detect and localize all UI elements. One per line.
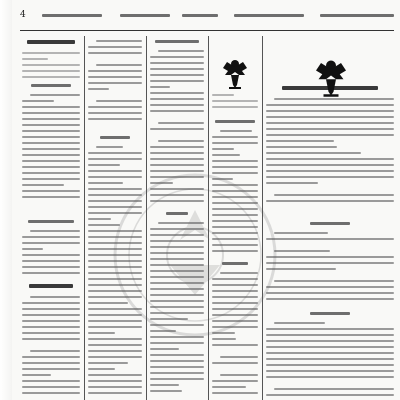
illegible-text-line xyxy=(88,350,142,352)
illegible-text-line xyxy=(88,368,115,370)
illegible-text-line xyxy=(22,118,80,120)
illegible-text-line xyxy=(22,374,51,376)
illegible-text-line xyxy=(150,342,204,344)
illegible-text-line xyxy=(22,272,80,274)
illegible-text-line xyxy=(22,136,80,138)
illegible-text-line xyxy=(22,52,80,54)
illegible-text-line xyxy=(22,124,80,126)
illegible-text-line xyxy=(150,348,179,350)
illegible-text-line xyxy=(22,260,80,262)
illegible-text-line xyxy=(150,146,204,148)
illegible-text-line xyxy=(22,112,80,114)
column-divider xyxy=(84,36,85,400)
illegible-text-line xyxy=(234,14,304,17)
illegible-text-line xyxy=(22,148,80,150)
illegible-text-line xyxy=(96,146,123,148)
illegible-text-line xyxy=(266,262,394,264)
illegible-text-line xyxy=(22,362,80,364)
illegible-text-line xyxy=(150,74,204,76)
illegible-text-line xyxy=(22,100,54,102)
illegible-text-line xyxy=(274,322,325,324)
column-1 xyxy=(22,36,80,400)
watermark-seal-icon xyxy=(110,170,280,340)
illegible-text-line xyxy=(158,122,204,124)
illegible-text-line xyxy=(274,194,394,196)
illegible-text-line xyxy=(150,56,204,58)
illegible-text-line xyxy=(150,80,204,82)
illegible-text-line xyxy=(150,62,204,64)
illegible-text-line xyxy=(266,328,394,330)
illegible-text-line xyxy=(266,116,394,118)
illegible-text-line xyxy=(88,164,120,166)
illegible-text-line xyxy=(150,68,204,70)
illegible-text-line xyxy=(158,50,204,52)
illegible-text-line xyxy=(88,392,142,394)
illegible-text-line xyxy=(31,84,71,87)
illegible-text-line xyxy=(212,154,240,156)
illegible-text-line xyxy=(266,128,394,130)
illegible-text-line xyxy=(150,378,204,380)
illegible-text-line xyxy=(22,248,43,250)
illegible-text-line xyxy=(22,196,80,198)
illegible-text-line xyxy=(266,104,394,106)
illegible-text-line xyxy=(220,130,252,132)
illegible-text-line xyxy=(274,280,394,282)
illegible-text-line xyxy=(150,390,182,392)
illegible-text-line xyxy=(88,356,142,358)
illegible-text-line xyxy=(22,130,80,132)
illegible-text-line xyxy=(88,70,142,72)
illegible-text-line xyxy=(22,64,80,66)
page-edge xyxy=(0,0,12,400)
header-rule xyxy=(20,30,394,31)
illegible-text-line xyxy=(22,106,80,108)
illegible-text-line xyxy=(22,308,80,310)
illegible-text-line xyxy=(22,190,80,192)
illegible-text-line xyxy=(274,98,394,100)
illegible-text-line xyxy=(266,256,394,258)
illegible-text-line xyxy=(274,232,328,234)
illegible-text-line xyxy=(22,338,80,340)
illegible-text-line xyxy=(212,380,258,382)
illegible-text-line xyxy=(266,110,394,112)
illegible-text-line xyxy=(22,332,80,334)
illegible-text-line xyxy=(212,392,258,394)
illegible-text-line xyxy=(150,158,204,160)
illegible-text-line xyxy=(266,164,394,166)
illegible-text-line xyxy=(100,136,130,139)
illegible-text-line xyxy=(88,380,142,382)
illegible-text-line xyxy=(266,352,394,354)
illegible-text-line xyxy=(22,392,80,394)
illegible-text-line xyxy=(22,380,80,382)
illegible-text-line xyxy=(150,372,204,374)
illegible-text-line xyxy=(120,14,170,17)
illegible-text-line xyxy=(22,178,80,180)
illegible-text-line xyxy=(212,142,258,144)
illegible-text-line xyxy=(266,298,394,300)
illegible-text-line xyxy=(22,386,80,388)
illegible-text-line xyxy=(22,172,80,174)
illegible-text-line xyxy=(88,374,142,376)
illegible-text-line xyxy=(88,218,111,220)
illegible-text-line xyxy=(212,100,258,102)
illegible-text-line xyxy=(150,128,204,130)
illegible-text-line xyxy=(88,362,128,364)
illegible-text-line xyxy=(266,394,394,396)
illegible-text-line xyxy=(212,106,258,108)
illegible-text-line xyxy=(182,14,218,17)
illegible-text-line xyxy=(150,152,204,154)
illegible-text-line xyxy=(150,92,204,94)
illegible-text-line xyxy=(212,362,258,364)
illegible-text-line xyxy=(88,344,142,346)
illegible-text-line xyxy=(30,350,80,352)
illegible-text-line xyxy=(22,314,80,316)
illegible-text-line xyxy=(22,356,80,358)
illegible-text-line xyxy=(42,14,102,17)
illegible-text-line xyxy=(88,106,142,108)
illegible-text-line xyxy=(266,370,394,372)
illegible-text-line xyxy=(88,386,142,388)
illegible-text-line xyxy=(88,152,142,154)
illegible-text-line xyxy=(266,292,394,294)
illegible-text-line xyxy=(266,140,334,142)
illegible-text-line xyxy=(150,366,204,368)
illegible-text-line xyxy=(22,254,80,256)
illegible-text-line xyxy=(274,250,330,252)
illegible-text-line xyxy=(266,134,394,136)
illegible-text-line xyxy=(88,158,142,160)
illegible-text-line xyxy=(310,222,350,225)
illegible-text-line xyxy=(266,122,394,124)
illegible-text-line xyxy=(266,340,394,342)
illegible-text-line xyxy=(22,368,80,370)
illegible-text-line xyxy=(212,386,246,388)
illegible-text-line xyxy=(22,320,80,322)
garuda-emblem-icon xyxy=(313,58,349,98)
illegible-text-line xyxy=(88,46,142,48)
illegible-text-line xyxy=(212,344,258,346)
illegible-text-line xyxy=(220,374,258,376)
illegible-text-line xyxy=(22,236,80,238)
illegible-text-line xyxy=(28,220,74,223)
illegible-text-line xyxy=(30,94,80,96)
illegible-text-line xyxy=(158,140,204,142)
illegible-text-line xyxy=(96,40,142,42)
illegible-text-line xyxy=(88,112,142,114)
illegible-text-line xyxy=(22,184,64,186)
illegible-text-line xyxy=(22,242,80,244)
running-head xyxy=(20,10,394,32)
illegible-text-line xyxy=(150,86,170,88)
illegible-text-line xyxy=(22,142,80,144)
illegible-text-line xyxy=(266,176,394,178)
illegible-text-line xyxy=(27,40,75,44)
illegible-text-line xyxy=(29,284,73,288)
illegible-text-line xyxy=(266,158,394,160)
illegible-text-line xyxy=(266,358,394,360)
illegible-text-line xyxy=(150,104,204,106)
illegible-text-line xyxy=(22,166,80,168)
garuda-emblem-icon xyxy=(221,58,249,90)
illegible-text-line xyxy=(212,166,258,168)
illegible-text-line xyxy=(88,118,142,120)
illegible-text-line xyxy=(22,302,80,304)
illegible-text-line xyxy=(150,164,204,166)
illegible-text-line xyxy=(212,160,258,162)
illegible-text-line xyxy=(96,64,142,66)
illegible-text-line xyxy=(150,98,204,100)
illegible-text-line xyxy=(266,286,394,288)
illegible-text-line xyxy=(266,334,394,336)
illegible-text-line xyxy=(88,52,142,54)
illegible-text-line xyxy=(212,136,258,138)
page-number: 4 xyxy=(20,10,26,20)
illegible-text-line xyxy=(22,266,80,268)
illegible-text-line xyxy=(88,76,142,78)
illegible-text-line xyxy=(266,170,394,172)
illegible-text-line xyxy=(212,94,234,96)
illegible-text-line xyxy=(150,360,204,362)
illegible-text-line xyxy=(150,354,204,356)
illegible-text-line xyxy=(22,70,80,72)
illegible-text-line xyxy=(22,58,48,60)
illegible-text-line xyxy=(266,152,361,154)
illegible-text-line xyxy=(155,40,199,43)
illegible-text-line xyxy=(215,120,255,123)
illegible-text-line xyxy=(212,148,234,150)
illegible-text-line xyxy=(88,82,142,84)
illegible-text-line xyxy=(266,364,394,366)
illegible-text-line xyxy=(30,296,80,298)
illegible-text-line xyxy=(220,356,258,358)
illegible-text-line xyxy=(22,160,80,162)
illegible-text-line xyxy=(22,76,80,78)
illegible-text-line xyxy=(266,200,394,202)
illegible-text-line xyxy=(30,230,80,232)
illegible-text-line xyxy=(22,326,80,328)
illegible-text-line xyxy=(150,384,179,386)
illegible-text-line xyxy=(266,238,394,240)
illegible-text-line xyxy=(310,312,350,315)
illegible-text-line xyxy=(266,146,337,148)
illegible-text-line xyxy=(274,388,394,390)
illegible-text-line xyxy=(266,346,394,348)
illegible-text-line xyxy=(22,154,80,156)
illegible-text-line xyxy=(266,376,394,378)
illegible-text-line xyxy=(320,14,394,17)
illegible-text-line xyxy=(150,110,204,112)
illegible-text-line xyxy=(88,88,109,90)
illegible-text-line xyxy=(96,100,142,102)
